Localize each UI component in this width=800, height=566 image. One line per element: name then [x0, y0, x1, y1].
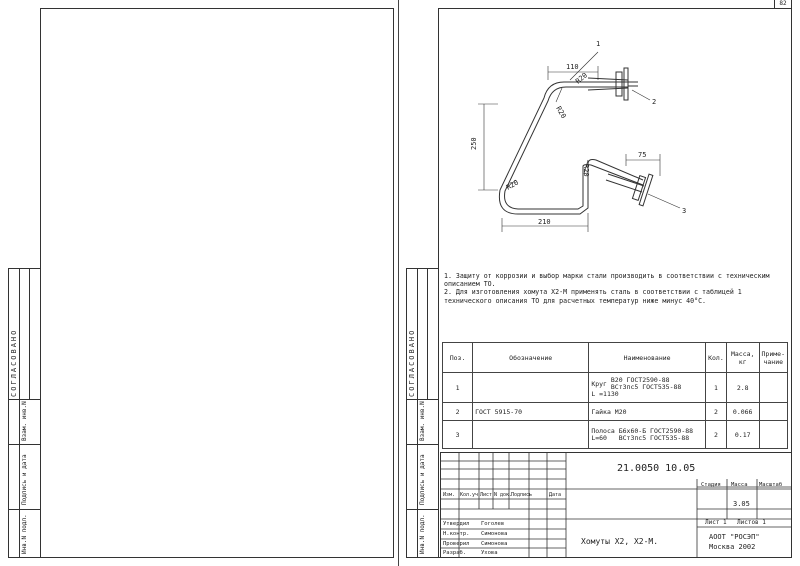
scale-label: Масштаб: [759, 482, 783, 488]
nut-top: [616, 72, 622, 96]
spec-row-1: [443, 373, 788, 403]
row1-qty: 1: [705, 373, 726, 403]
dim-corner-radius: R20: [554, 105, 568, 120]
hdr-qty: Кол.: [705, 343, 726, 373]
left-sheet: [40, 8, 394, 558]
sheet-divider: [398, 0, 399, 566]
page-number: 82: [779, 0, 787, 7]
strip-label-3-left: Инв.N подл.: [21, 514, 28, 554]
hdr-pos: Поз.: [443, 343, 473, 373]
row1-name-r2: ВСт3пс5 ГОСТ535-88: [610, 383, 682, 391]
title-block: [440, 452, 792, 558]
row3-designation: [473, 421, 589, 449]
agreed-label-right: СОГЛАСОВАНО: [408, 328, 416, 397]
role-2: Н.контр.: [443, 531, 470, 537]
role-4: Разраб.: [443, 550, 467, 556]
stage-label: Стадия: [701, 482, 721, 488]
spec-row-3: [443, 421, 788, 449]
row1-pos: 1: [443, 373, 473, 403]
sheet-label: Лист 1: [705, 519, 727, 526]
row1-name-r1: В20 ГОСТ2590-88: [610, 376, 670, 384]
row2-mass: 0.066: [726, 403, 759, 421]
hdr-designation: Обозначение: [473, 343, 589, 373]
hdr-mass: Масса, кг: [726, 343, 759, 373]
mass-value: 3.05: [733, 500, 750, 508]
dim-right-radius: R20: [582, 164, 590, 177]
dim-base: 210: [538, 218, 551, 226]
name-3: Симонова: [481, 541, 508, 547]
washer-top: [624, 68, 628, 100]
spec-header-row: [443, 343, 788, 373]
role-1: Утвердил: [443, 521, 470, 527]
name-2: Симонова: [481, 531, 508, 537]
sheets-label: Листов 1: [737, 519, 766, 526]
role-3: Проверил: [443, 541, 470, 547]
strip-label-1-left: Взам. инв.N: [21, 401, 28, 441]
dim-right-len: 75: [638, 151, 647, 159]
right-side-strip: [406, 268, 439, 558]
row2-designation: ГОСТ 5915-70: [473, 403, 589, 421]
row2-qty: 2: [705, 403, 726, 421]
row2-name: Гайка М20: [589, 403, 706, 421]
spec-table: [442, 342, 788, 449]
row3-name-r2: ВСт3пс5 ГОСТ535-88: [618, 433, 690, 442]
dim-height: 250: [470, 137, 478, 150]
agreed-label-left: СОГЛАСОВАНО: [10, 328, 18, 397]
callout-2: 2: [652, 98, 657, 106]
nut-bottom: [632, 176, 645, 201]
row3-name-r1: Б6х60-Б ГОСТ2590-88: [618, 426, 694, 435]
dim-top-len: 110: [566, 63, 579, 71]
row1-name-extra: L =1130: [591, 390, 619, 398]
row1-designation: [473, 373, 589, 403]
row3-name: [589, 421, 706, 449]
dim-bottom-radius: R20: [505, 178, 520, 192]
col-hdr-3: Лист: [480, 492, 493, 498]
rod-outline-inner: [505, 87, 643, 209]
callout-1: 1: [596, 40, 601, 48]
note-1: 1. Защиту от коррозии и выбор марки стали производить в соответствии с техническим описанием ТО.: [444, 272, 770, 289]
row3-name-extra: L=60: [591, 433, 607, 442]
col-hdr-2: Кол.уч: [460, 492, 479, 498]
row3-qty: 2: [705, 421, 726, 449]
notes: [444, 272, 784, 305]
org-line-2: Москва 2002: [709, 543, 756, 551]
row3-name-left: Полоса: [591, 426, 615, 435]
col-hdr-4: N док.: [494, 492, 513, 498]
spec-row-2: [443, 403, 788, 421]
row2-note: [759, 403, 787, 421]
drawing-title: Хомуты Х2, Х2-М.: [581, 537, 659, 546]
row3-note: [759, 421, 787, 449]
row1-name-left: Круг: [591, 379, 607, 388]
name-4: Ухова: [481, 550, 498, 556]
row1-name: [589, 373, 706, 403]
rod-outline-outer: [499, 82, 643, 214]
hdr-name: Наименование: [589, 343, 706, 373]
name-1: Гоголев: [481, 521, 505, 527]
clamp-drawing: [438, 8, 790, 268]
mass-label: Масса: [731, 482, 748, 488]
col-hdr-6: Дата: [549, 492, 562, 498]
row1-note: [759, 373, 787, 403]
org-line-1: АООТ "РОСЭП": [709, 533, 760, 541]
row3-pos: 3: [443, 421, 473, 449]
row2-pos: 2: [443, 403, 473, 421]
strip-label-1-right: Взам. инв.N: [419, 401, 426, 441]
row1-mass: 2.8: [726, 373, 759, 403]
left-side-strip: [8, 268, 41, 558]
dim-top-radius: R20: [574, 71, 589, 86]
col-hdr-5: Подпись: [511, 492, 533, 498]
hdr-note: Приме- чание: [759, 343, 787, 373]
col-hdr-1: Изм.: [443, 492, 456, 498]
strip-label-3-right: Инв.N подл.: [419, 514, 426, 554]
callout-3: 3: [682, 207, 687, 215]
note-2: 2. Для изготовления хомута Х2-М применять сталь в соответствии с таблицей 1 технического описания ТО для расчетных температур ниже минус 40°С.: [444, 288, 742, 305]
doc-number: 21.0050 10.05: [617, 463, 696, 474]
strip-label-2-left: Подпись и дата: [21, 454, 28, 505]
row3-mass: 0.17: [726, 421, 759, 449]
strip-label-2-right: Подпись и дата: [419, 454, 426, 505]
